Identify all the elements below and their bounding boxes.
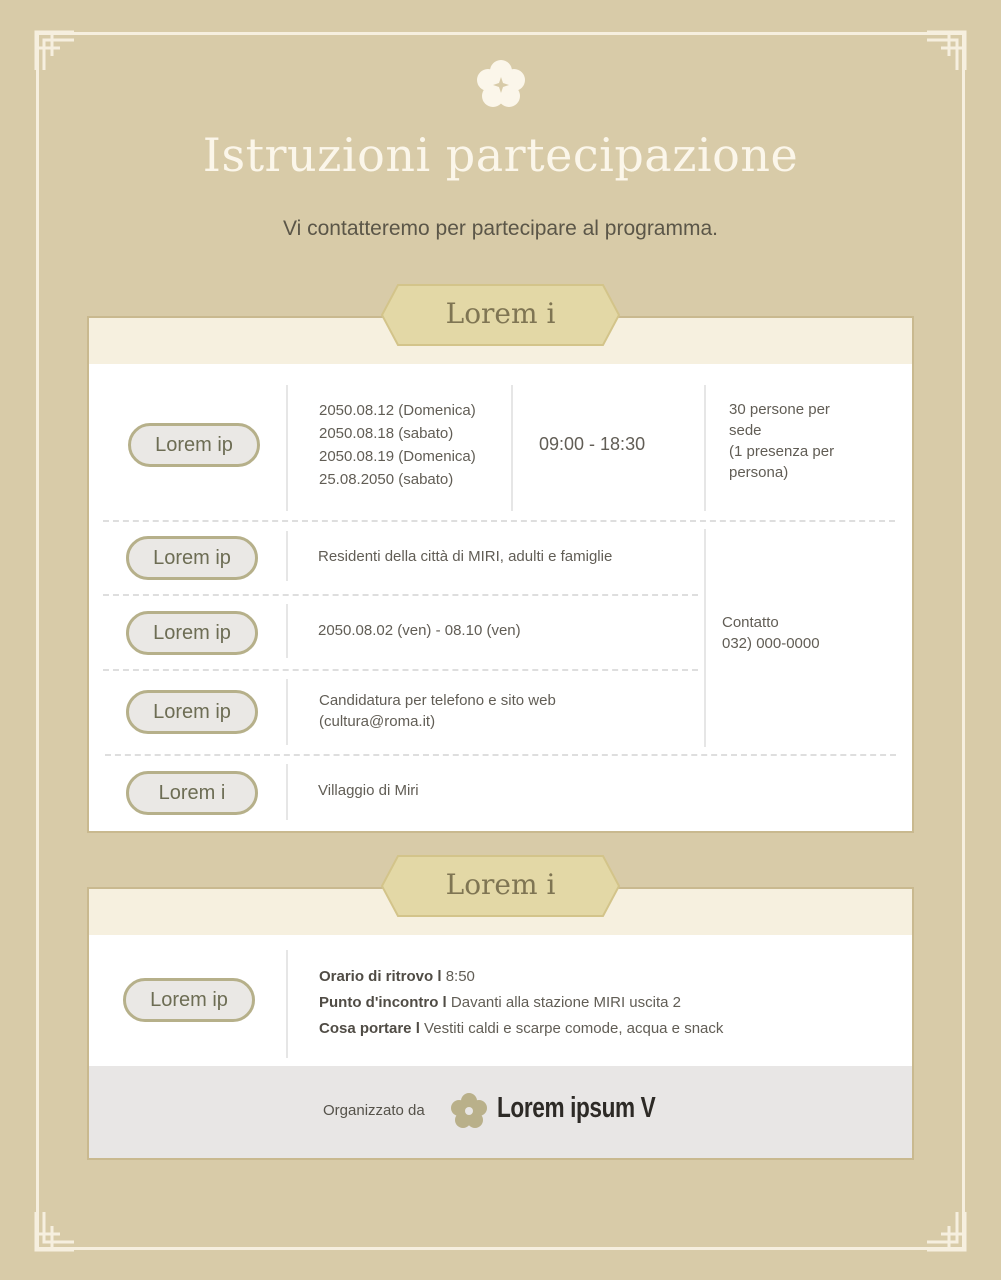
schedule-label: Lorem ip (128, 423, 260, 467)
date-item: 2050.08.18 (sabato) (319, 425, 454, 442)
corner-ornament-icon (925, 1210, 967, 1252)
divider (286, 531, 288, 581)
meeting-card (87, 887, 914, 1160)
corner-ornament-icon (925, 30, 967, 72)
row-separator (103, 594, 698, 596)
row-separator (103, 520, 895, 522)
organized-by-label: Organizzato da (323, 1102, 425, 1119)
meeting-details (319, 964, 723, 1042)
divider (704, 529, 706, 747)
period-value: 2050.08.02 (ven) - 08.10 (ven) (318, 622, 521, 639)
contact-label: Contatto (722, 614, 779, 631)
capacity-clip (729, 401, 889, 493)
contact-info (722, 612, 820, 654)
capacity-line: 30 persone per (729, 401, 830, 418)
time-range: 09:00 - 18:30 (539, 434, 646, 454)
period-label: Lorem ip (126, 611, 258, 655)
meeting-label: Lorem ip (123, 978, 255, 1022)
detail-key: Cosa portare l (319, 1020, 420, 1037)
application-line: (cultura@roma.it) (319, 713, 436, 730)
footer (89, 1066, 912, 1158)
divider (286, 604, 288, 658)
divider (704, 385, 706, 511)
date-item: 2050.08.19 (Domenica) (319, 448, 476, 465)
detail-key: Punto d'incontro l (319, 994, 447, 1011)
target-value: Residenti della città di MIRI, adulti e famiglie (318, 548, 613, 565)
contact-phone: 032) 000-0000 (722, 635, 820, 652)
section-tab (380, 854, 621, 918)
flower-logo-icon (449, 1091, 489, 1131)
dates-list (319, 399, 476, 491)
detail-value: 8:50 (445, 968, 475, 985)
flower-icon (473, 57, 529, 113)
place-label: Lorem i (126, 771, 258, 815)
row-separator (103, 669, 698, 671)
section-tab-label: Lorem i (445, 297, 556, 330)
divider (286, 950, 288, 1058)
capacity-line: (1 presenza per (729, 443, 835, 460)
page-title: Istruzioni partecipazione (202, 128, 799, 182)
capacity-line: persona) (729, 464, 789, 481)
brand-name: Lorem ipsum V (497, 1092, 656, 1124)
row-separator (105, 754, 896, 756)
date-item: 25.08.2050 (sabato) (319, 471, 454, 488)
divider (511, 385, 513, 511)
info-card (87, 316, 914, 833)
target-label: Lorem ip (126, 536, 258, 580)
application-line: Candidatura per telefono e sito web (319, 692, 556, 709)
section-tab-label: Lorem i (445, 868, 556, 901)
capacity-line: sede (729, 422, 762, 439)
section-tab (380, 283, 621, 347)
place-value: Villaggio di Miri (318, 782, 419, 799)
detail-value: Vestiti caldi e scarpe comode, acqua e snack (424, 1020, 724, 1037)
detail-line (319, 990, 723, 1016)
detail-key: Orario di ritrovo l (319, 968, 442, 985)
detail-value: Davanti alla stazione MIRI uscita 2 (450, 994, 681, 1011)
capacity-info (729, 399, 879, 483)
corner-ornament-icon (34, 30, 76, 72)
corner-ornament-icon (34, 1210, 76, 1252)
divider (286, 385, 288, 511)
date-item: 2050.08.12 (Domenica) (319, 402, 476, 419)
application-value (319, 690, 556, 732)
divider (286, 679, 288, 745)
page-subtitle: Vi contatteremo per partecipare al programma. (283, 217, 718, 240)
application-label: Lorem ip (126, 690, 258, 734)
divider (286, 764, 288, 820)
detail-line (319, 1016, 723, 1042)
detail-line (319, 964, 723, 990)
